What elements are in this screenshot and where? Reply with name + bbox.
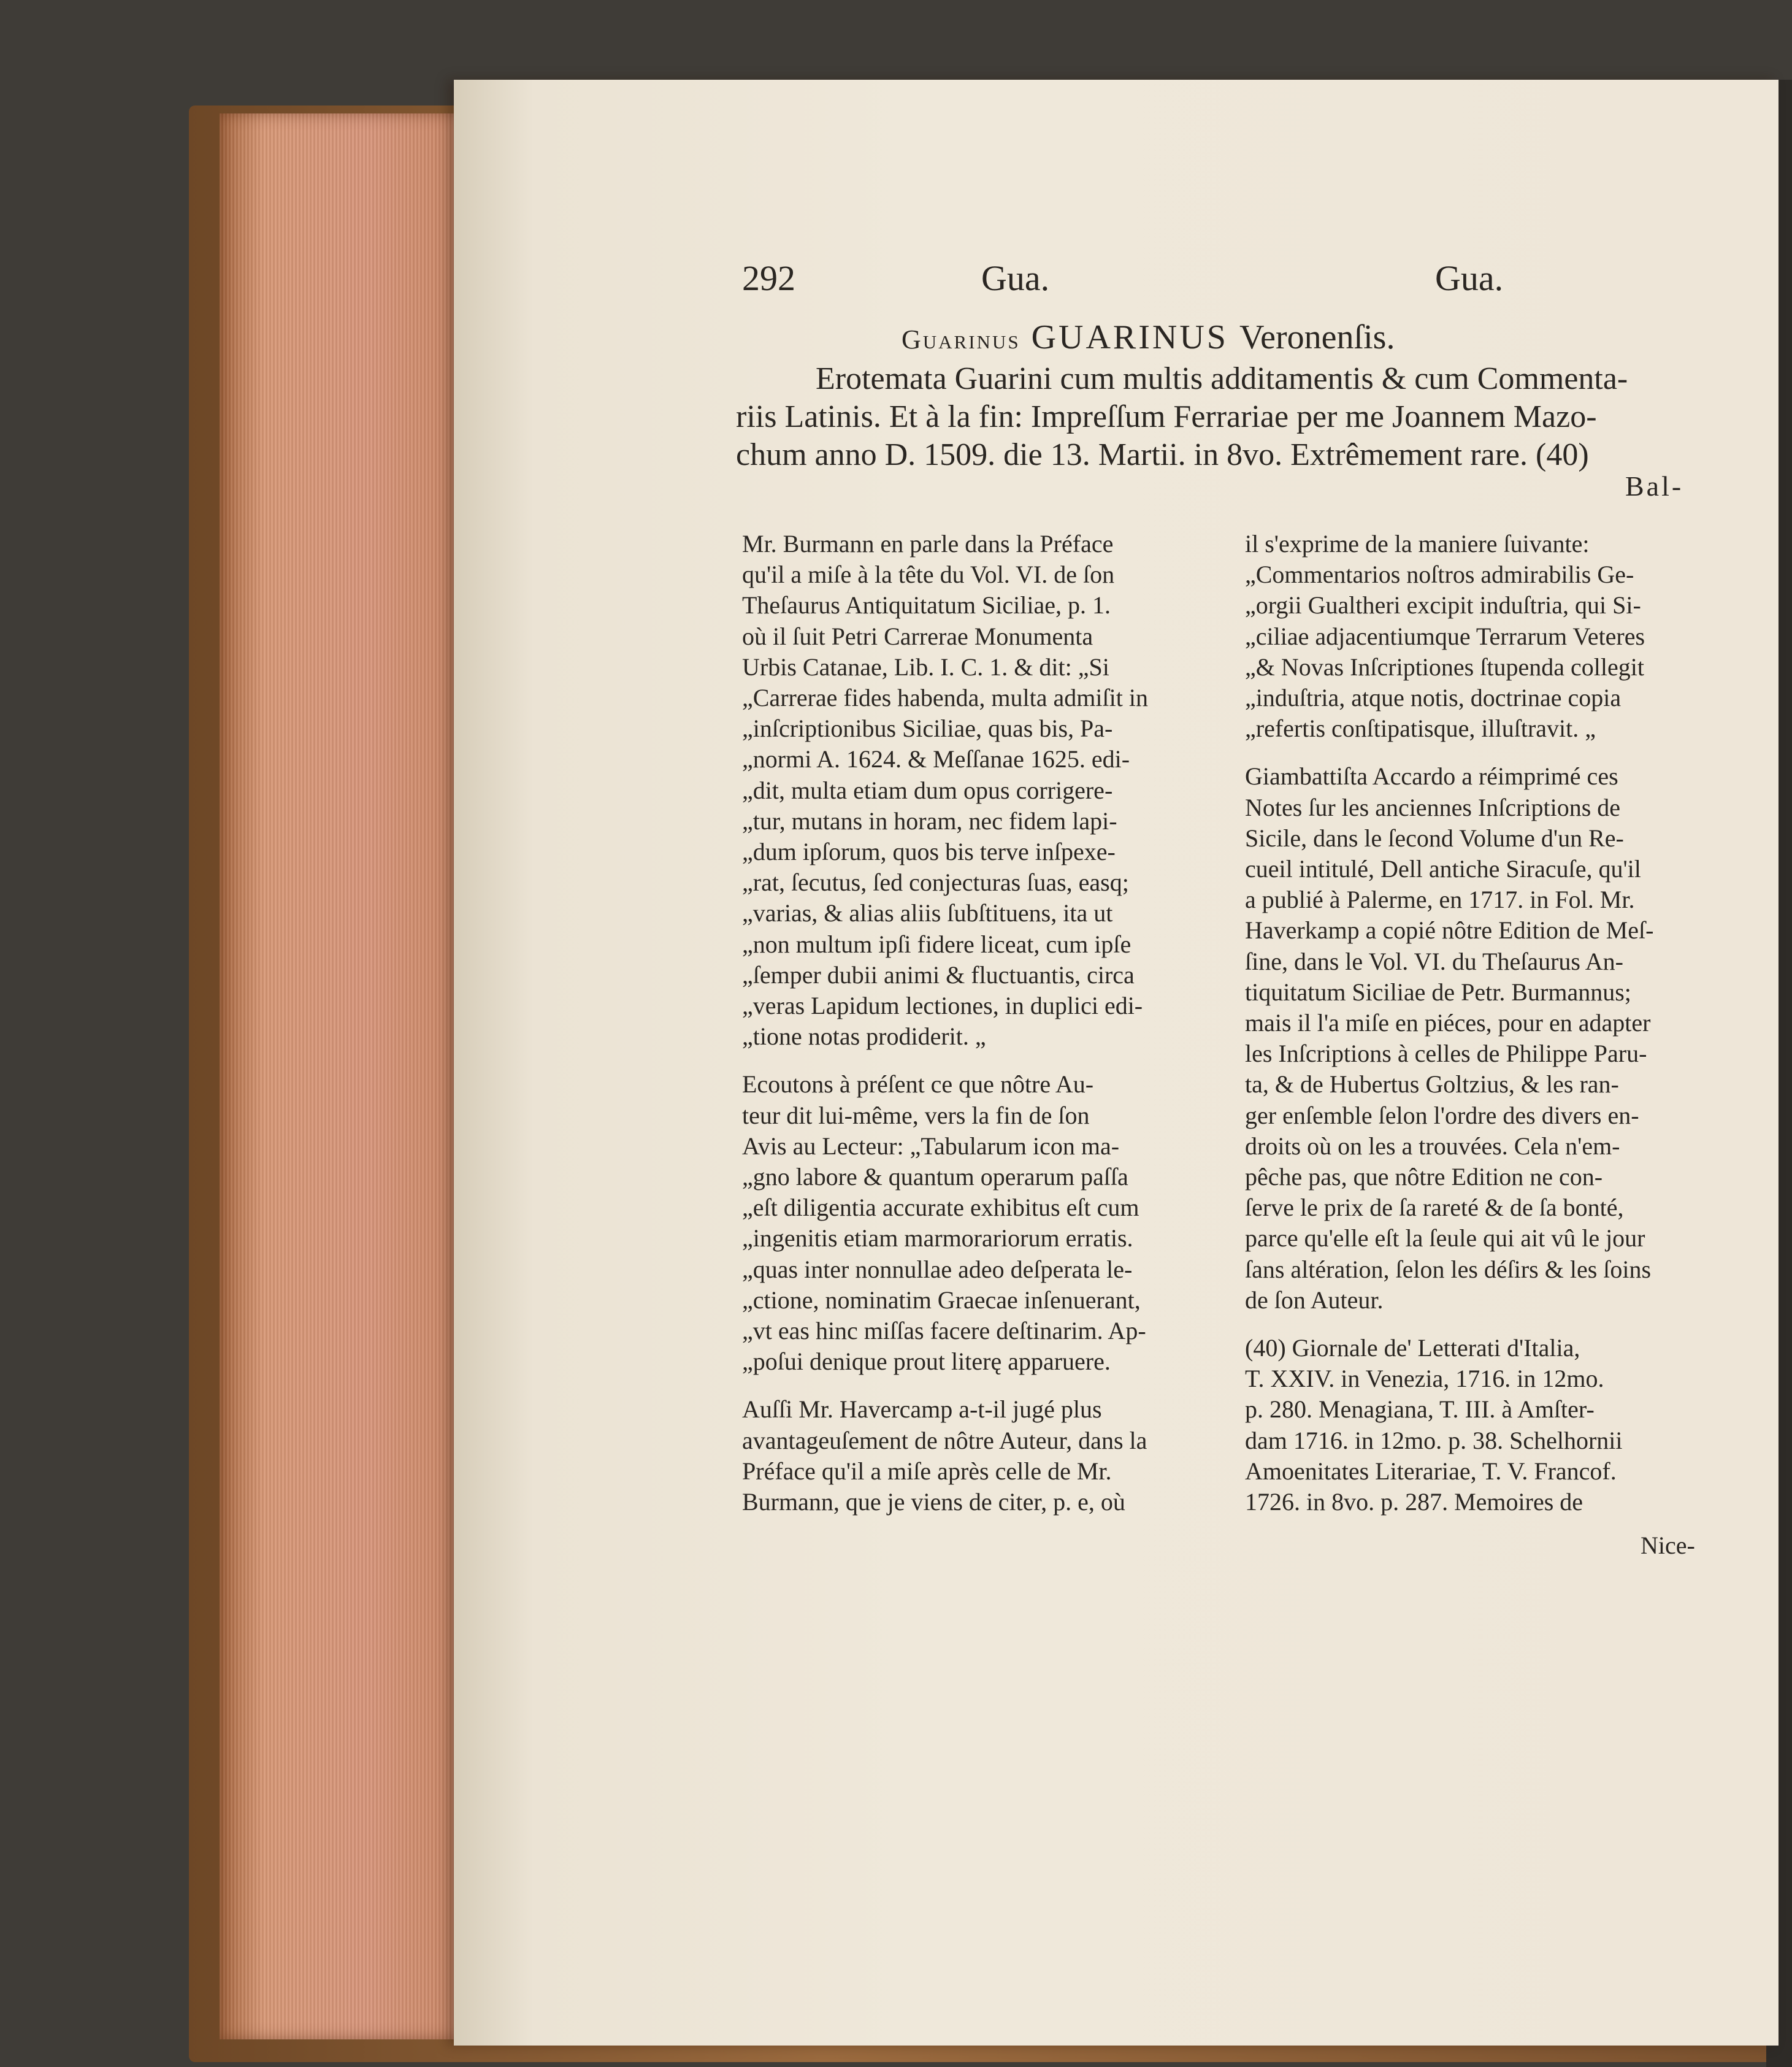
- paragraph: [1245, 1333, 1705, 1517]
- text-line: ſans altération, ſelon les déſirs & les ſoins: [1245, 1255, 1652, 1283]
- text-line: „inſcriptionibus Siciliae, quas bis, Pa-: [742, 715, 1113, 743]
- text-line: „poſui denique prout literę apparuere.: [742, 1348, 1111, 1376]
- entry-heading-small-caps: Guarinus: [902, 324, 1020, 355]
- text-line: ger enſemble ſelon l'ordre des divers en-: [1245, 1101, 1639, 1129]
- text-line: „ciliae adjacentiumque Terrarum Veteres: [1245, 622, 1645, 650]
- text-line: mais il l'a miſe en piéces, pour en adapter: [1245, 1009, 1651, 1037]
- text-line: „tione notas prodiderit. „: [742, 1022, 986, 1051]
- paragraph: [1245, 529, 1705, 744]
- paragraph: [742, 1069, 1220, 1377]
- text-line: de ſon Auteur.: [1245, 1286, 1384, 1314]
- text-line: „Commentarios noſtros admirabilis Ge-: [1245, 561, 1634, 589]
- text-line: „tur, mutans in horam, nec fidem lapi-: [742, 807, 1117, 835]
- text-line: „dum ipſorum, quos bis terve inſpexe-: [742, 838, 1116, 866]
- text-line: il s'exprime de la maniere ſuivante:: [1245, 530, 1590, 558]
- text-line: „refertis conſtipatisque, illuſtravit. „: [1245, 715, 1596, 743]
- text-line: Avis au Lecteur: „Tabularum icon ma-: [742, 1132, 1120, 1160]
- text-line: „Carrerae fides habenda, multa admiſit in: [742, 684, 1148, 712]
- running-head-left: Gua.: [981, 258, 1050, 298]
- text-line: „orgii Gualtheri excipit induſtria, qui Si-: [1245, 591, 1641, 619]
- text-line: qu'il a miſe à la tête du Vol. VI. de ſon: [742, 561, 1115, 589]
- text-line: Amoenitates Literariae, T. V. Francof.: [1245, 1457, 1617, 1485]
- text-line: „induſtria, atque notis, doctrinae copia: [1245, 684, 1622, 712]
- text-line: „& Novas Inſcriptiones ſtupenda collegit: [1245, 653, 1644, 681]
- text-line: où il ſuit Petri Carrerae Monumenta: [742, 622, 1093, 650]
- text-line: a publié à Palerme, en 1717. in Fol. Mr.: [1245, 886, 1635, 914]
- text-line: „gno labore & quantum operarum paſſa: [742, 1163, 1128, 1191]
- entry-heading: [902, 318, 1395, 357]
- text-line: les Inſcriptions à celles de Philippe Paru-: [1245, 1040, 1647, 1068]
- text-line: (40) Giornale de' Letterati d'Italia,: [1245, 1334, 1580, 1362]
- text-line: pêche pas, que nôtre Edition ne con-: [1245, 1163, 1603, 1191]
- text-line: Ecoutons à préſent ce que nôtre Au-: [742, 1070, 1094, 1099]
- text-line: parce qu'elle eſt la ſeule qui ait vû le jour: [1245, 1224, 1645, 1252]
- text-line: ſerve le prix de ſa rareté & de ſa bonté,: [1245, 1194, 1624, 1222]
- title-catch: Bal-: [1625, 470, 1684, 502]
- entry-heading-name: GUARINUS: [1031, 318, 1228, 356]
- text-line: T. XXIV. in Venezia, 1716. in 12mo.: [1245, 1365, 1604, 1393]
- text-line: „non multum ipſi fidere liceat, cum ipſe: [742, 930, 1131, 958]
- right-column: [1245, 529, 1705, 1535]
- text-line: dam 1716. in 12mo. p. 38. Schelhornii: [1245, 1426, 1623, 1454]
- text-line: avantageuſement de nôtre Auteur, dans la: [742, 1426, 1147, 1454]
- text-line: Préface qu'il a miſe après celle de Mr.: [742, 1457, 1112, 1485]
- text-line: Mr. Burmann en parle dans la Préface: [742, 530, 1114, 558]
- text-line: teur dit lui-même, vers la fin de ſon: [742, 1101, 1090, 1129]
- title-line: chum anno D. 1509. die 13. Martii. in 8vo. Extrêmement rare. (40): [736, 437, 1589, 472]
- text-line: „ingenitis etiam marmorariorum erratis.: [742, 1224, 1133, 1252]
- text-line: Notes ſur les anciennes Inſcriptions de: [1245, 793, 1621, 821]
- text-line: „ctione, nominatim Graecae inſenuerant,: [742, 1286, 1141, 1314]
- text-line: „veras Lapidum lectiones, in duplici edi-: [742, 992, 1143, 1020]
- text-line: Haverkamp a copié nôtre Edition de Meſ-: [1245, 916, 1654, 945]
- entry-heading-rest: Veronenſis.: [1239, 318, 1395, 356]
- paragraph: [1245, 761, 1705, 1316]
- text-line: p. 280. Menagiana, T. III. à Amſter-: [1245, 1395, 1595, 1424]
- page-edges: [220, 113, 465, 2039]
- text-line: cueil intitulé, Dell antiche Siracuſe, qu'il: [1245, 855, 1641, 883]
- text-line: „normi A. 1624. & Meſſanae 1625. edi-: [742, 745, 1130, 773]
- text-line: „eſt diligentia accurate exhibitus eſt cum: [742, 1194, 1139, 1222]
- text-line: Burmann, que je viens de citer, p. e, où: [742, 1488, 1125, 1516]
- text-line: Theſaurus Antiquitatum Siciliae, p. 1.: [742, 591, 1111, 619]
- text-line: „rat, ſecutus, ſed conjecturas ſuas, easq;: [742, 869, 1129, 897]
- text-line: „quas inter nonnullae adeo deſperata le-: [742, 1255, 1133, 1283]
- text-line: Sicile, dans le ſecond Volume d'un Re-: [1245, 824, 1624, 852]
- text-line: „dit, multa etiam dum opus corrigere-: [742, 776, 1113, 804]
- text-line: ta, & de Hubertus Goltzius, & les ran-: [1245, 1070, 1619, 1099]
- title-line: Erotemata Guarini cum multis additamentis & cum Commenta-: [816, 361, 1628, 396]
- text-line: „vt eas hinc miſſas facere deſtinarim. Ap-: [742, 1317, 1146, 1345]
- text-line: ſine, dans le Vol. VI. du Theſaurus An-: [1245, 947, 1623, 975]
- paragraph: [742, 529, 1220, 1052]
- text-line: 1726. in 8vo. p. 287. Memoires de: [1245, 1488, 1583, 1516]
- catchword: Nice-: [1641, 1532, 1695, 1559]
- text-line: „varias, & alias aliis ſubſtituens, ita ut: [742, 899, 1113, 927]
- text-line: „ſemper dubii animi & fluctuantis, circa: [742, 961, 1135, 989]
- text-line: Auſſi Mr. Havercamp a-t-il jugé plus: [742, 1395, 1102, 1424]
- title-line: riis Latinis. Et à la fin: Impreſſum Ferrariae per me Joannem Mazo-: [736, 399, 1597, 434]
- text-line: Urbis Catanae, Lib. I. C. 1. & dit: „Si: [742, 653, 1109, 681]
- text-line: Giambattiſta Accardo a réimprimé ces: [1245, 762, 1618, 791]
- left-column: [742, 529, 1220, 1535]
- text-line: droits où on les a trouvées. Cela n'em-: [1245, 1132, 1620, 1160]
- paragraph: [742, 1394, 1220, 1517]
- running-head-right: Gua.: [1435, 258, 1504, 298]
- page-number: 292: [742, 258, 795, 298]
- text-line: tiquitatum Siciliae de Petr. Burmannus;: [1245, 978, 1631, 1006]
